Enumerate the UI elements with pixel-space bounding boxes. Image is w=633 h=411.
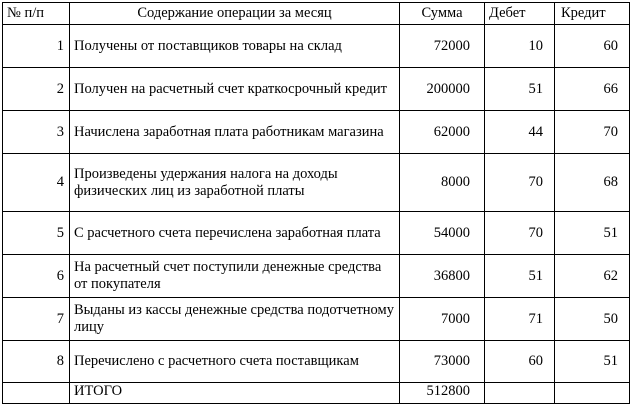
row-debit: 51 (485, 68, 555, 111)
row-sum: 73000 (400, 341, 485, 383)
table-row (3, 154, 630, 212)
total-credit-cell (555, 383, 630, 404)
row-debit: 70 (485, 212, 555, 255)
row-sum: 200000 (400, 68, 485, 111)
row-num: 6 (3, 255, 70, 298)
table-row (3, 25, 630, 68)
row-description: С расчетного счета перечислена заработная плата (70, 212, 400, 255)
row-sum: 62000 (400, 111, 485, 154)
header-debit: Дебет (485, 3, 555, 25)
row-sum: 8000 (400, 154, 485, 212)
operations-table (2, 2, 630, 404)
total-row (3, 383, 630, 404)
row-debit: 60 (485, 341, 555, 383)
row-debit: 10 (485, 25, 555, 68)
table-row (3, 255, 630, 298)
row-description: Получен на расчетный счет краткосрочный кредит (70, 68, 400, 111)
row-credit: 51 (555, 212, 630, 255)
header-description: Содержание операции за месяц (70, 3, 400, 25)
total-sum: 512800 (400, 383, 485, 404)
row-sum: 54000 (400, 212, 485, 255)
total-label: ИТОГО (70, 383, 400, 404)
row-description: На расчетный счет поступили денежные средства от покупателя (70, 255, 400, 298)
row-num: 8 (3, 341, 70, 383)
table-row (3, 341, 630, 383)
table-row (3, 212, 630, 255)
row-debit: 71 (485, 298, 555, 341)
row-num: 7 (3, 298, 70, 341)
row-description: Начислена заработная плата работникам магазина (70, 111, 400, 154)
total-num-cell (3, 383, 70, 404)
row-debit: 44 (485, 111, 555, 154)
total-debit-cell (485, 383, 555, 404)
header-row (3, 3, 630, 25)
row-credit: 51 (555, 341, 630, 383)
row-debit: 51 (485, 255, 555, 298)
row-description: Получены от поставщиков товары на склад (70, 25, 400, 68)
row-num: 5 (3, 212, 70, 255)
header-sum: Сумма (400, 3, 485, 25)
row-credit: 62 (555, 255, 630, 298)
row-num: 2 (3, 68, 70, 111)
row-debit: 70 (485, 154, 555, 212)
row-credit: 66 (555, 68, 630, 111)
table-row (3, 298, 630, 341)
row-description: Перечислено с расчетного счета поставщикам (70, 341, 400, 383)
header-num: № п/п (3, 3, 70, 25)
row-description: Выданы из кассы денежные средства подотчетному лицу (70, 298, 400, 341)
table-row (3, 111, 630, 154)
row-sum: 72000 (400, 25, 485, 68)
row-credit: 60 (555, 25, 630, 68)
row-credit: 68 (555, 154, 630, 212)
row-credit: 70 (555, 111, 630, 154)
row-num: 4 (3, 154, 70, 212)
row-description: Произведены удержания налога на доходы физических лиц из заработной платы (70, 154, 400, 212)
row-sum: 7000 (400, 298, 485, 341)
header-credit: Кредит (555, 3, 630, 25)
row-num: 3 (3, 111, 70, 154)
row-sum: 36800 (400, 255, 485, 298)
row-num: 1 (3, 25, 70, 68)
table-row (3, 68, 630, 111)
row-credit: 50 (555, 298, 630, 341)
